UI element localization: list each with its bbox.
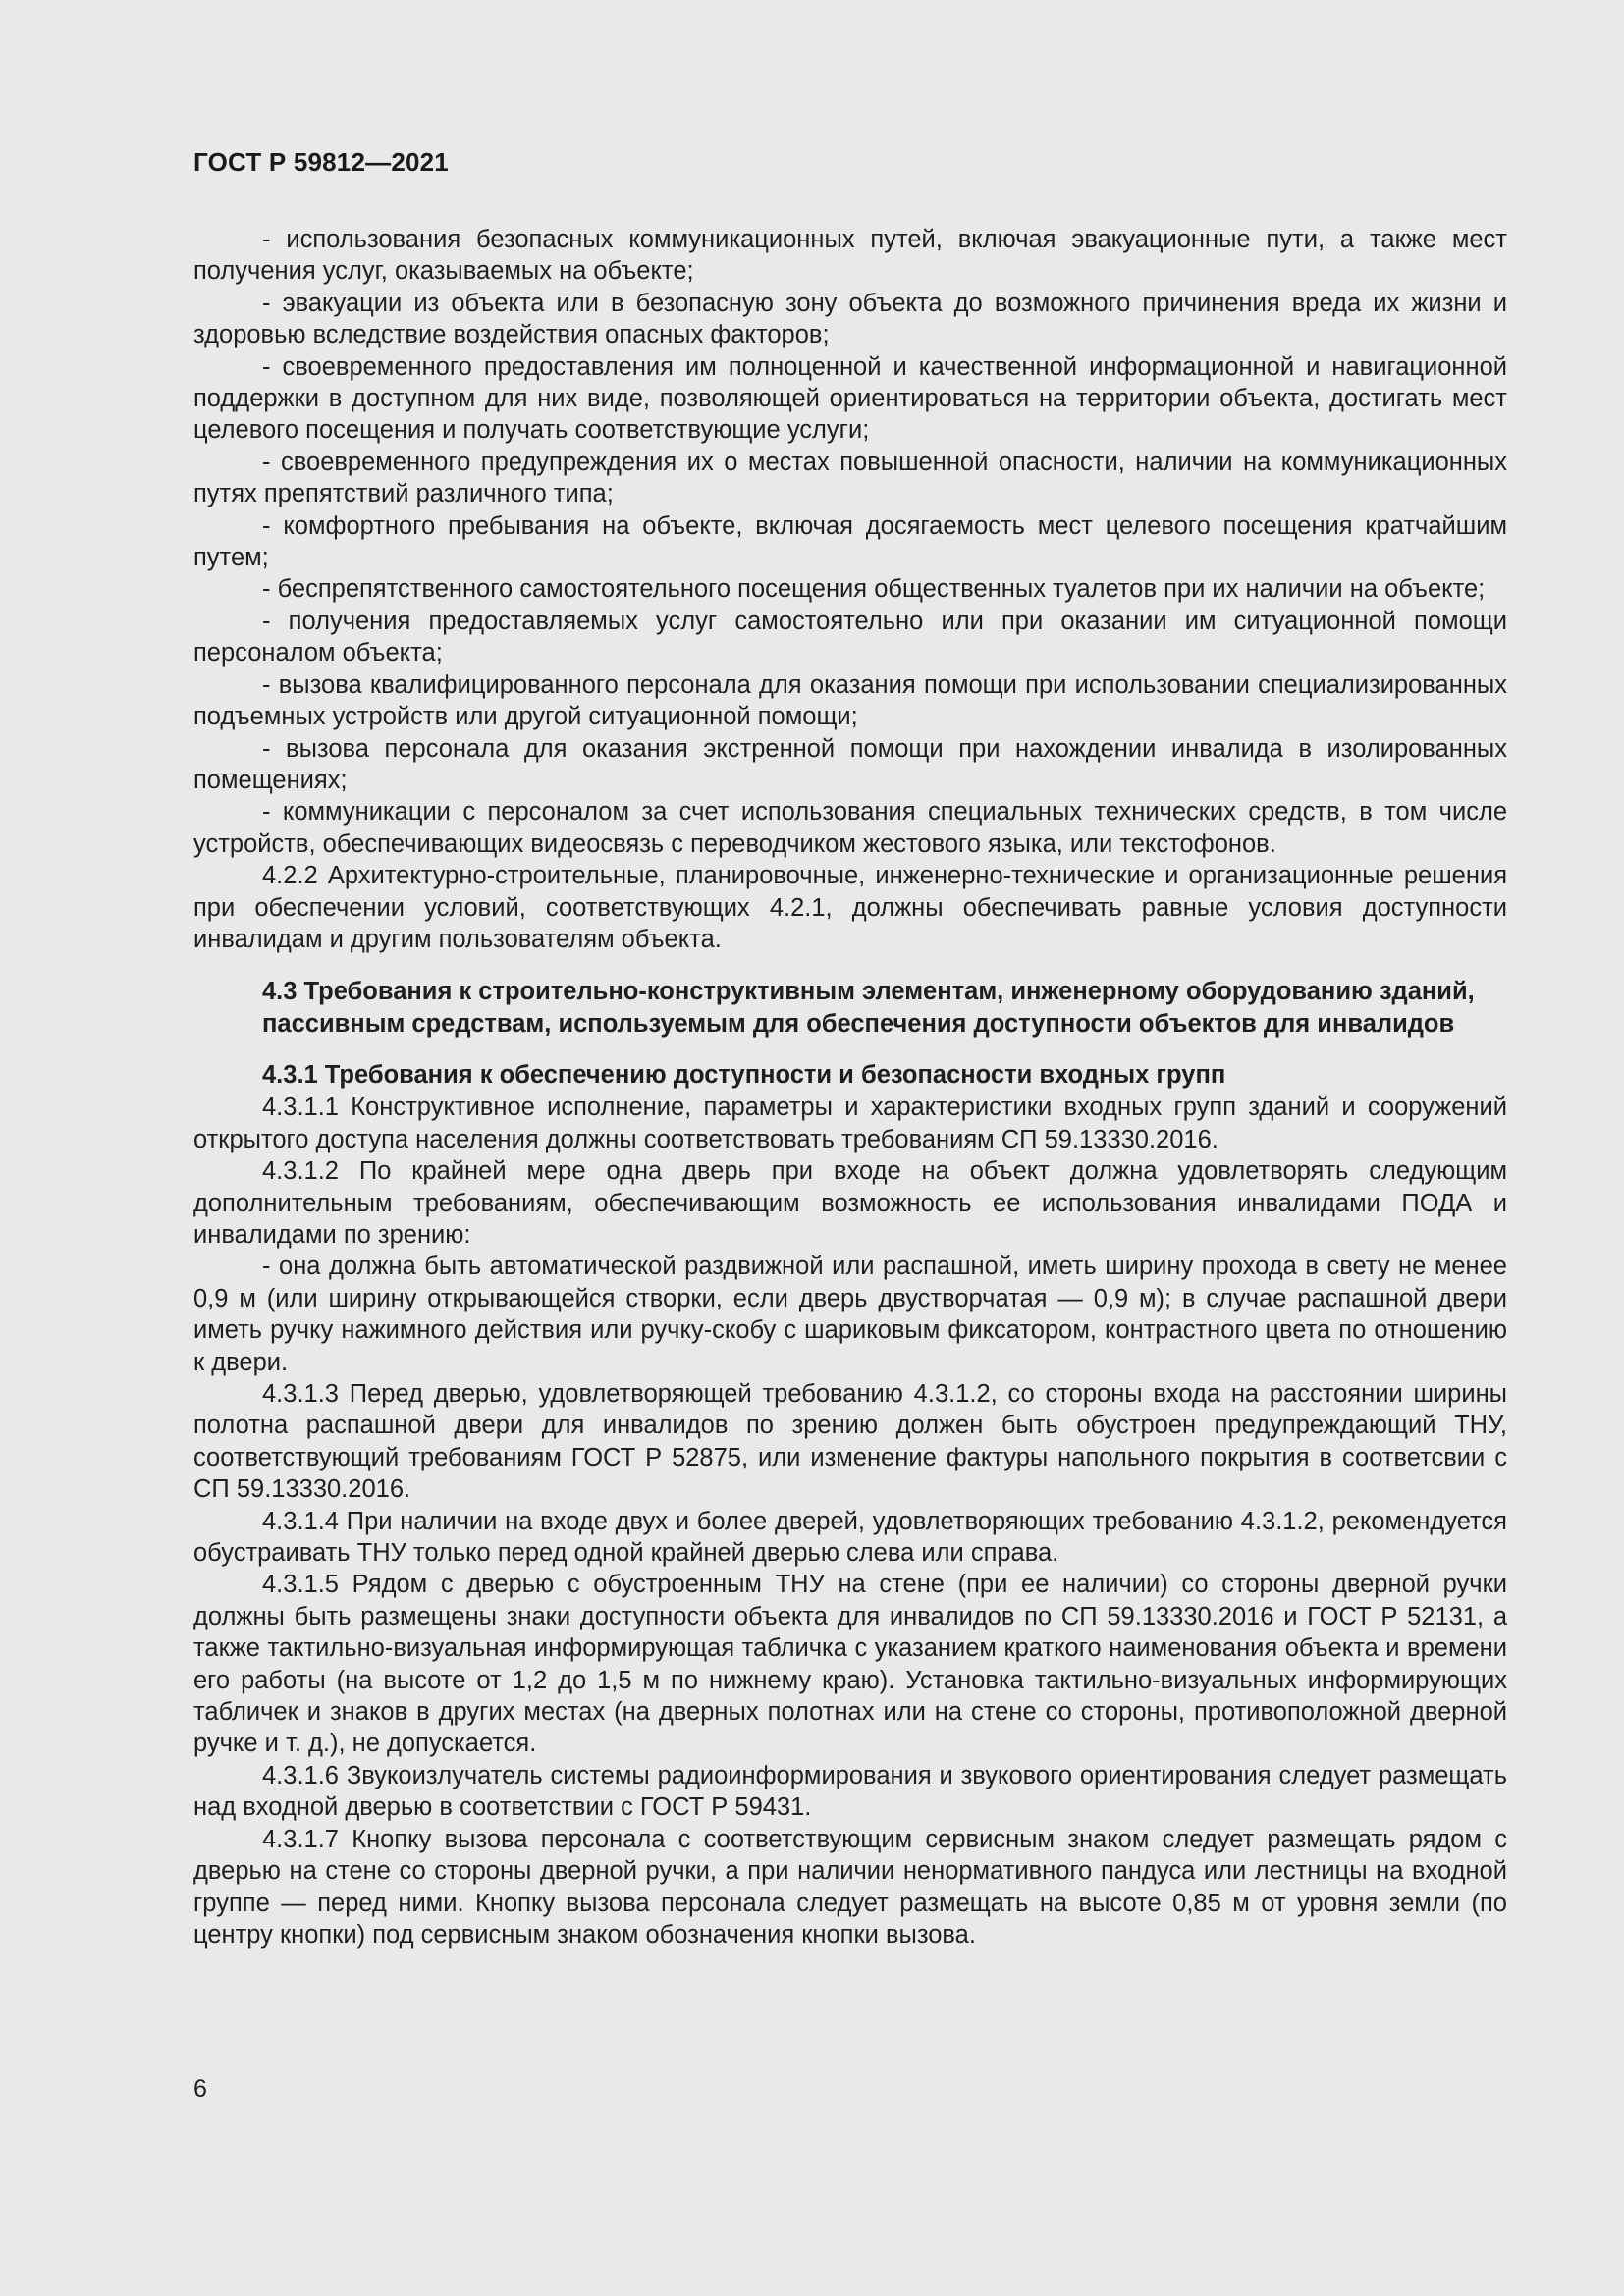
clause-4-2-2: 4.2.2 Архитектурно-строительные, планировочные, инженерно-технические и организационные решения при обеспечении условий, соответствующих 4.2.1, должны обеспечивать равные условия доступности инвалидам и другим пользователям объекта. [193,862,1507,953]
document-header: ГОСТ Р 59812—2021 [193,147,449,177]
list-item-info-support: - своевременного предоставления им полноценной и качественной информационной и навигационной поддержки в доступном для них виде, позволяющей ориентироваться на территории объекта, достигать мест целевого посещения и получать соответствующие услуги; [193,352,1507,445]
section-heading-4-3: 4.3 Требования к строительно-конструктивным элементам, инженерному оборудованию зданий, пассивным средствам, используемым для обеспечения доступности объектов для инвалидов [262,978,1475,1039]
clause-4-3-1-2: 4.3.1.2 По крайней мере одна дверь при входе на объект должна удовлетворять следующим дополнительным требованиям, обеспечивающим возможность ее использования инвалидами ПОДА и инвалидами по зрению: [193,1157,1507,1249]
clause-4-3-1-5: 4.3.1.5 Рядом с дверью с обустроенным ТНУ на стене (при ее наличии) со стороны дверной ручки должны быть размещены знаки доступности объекта для инвалидов по СП 59.13330.2016 и ГОСТ Р 52131, а также тактильно-визуальная информирующая табличка с указанием краткого наименования объекта и времени его работы (на высоте от 1,2 до 1,5 м по нижнему краю). Установка тактильно-визуальных информирующих табличек и знаков в других местах (на дверных полотнах или на стене со стороны, противоположной дверной ручке и т. д.), не допускается. [193,1571,1507,1758]
page-number: 6 [193,2075,207,2103]
list-item-emergency-help: - вызова персонала для оказания экстренной помощи при нахождении инвалида в изолированных помещениях; [193,734,1507,794]
list-item-services: - получения предоставляемых услуг самостоятельно или при оказании им ситуационной помощи персоналом объекта; [193,607,1507,667]
clause-4-3-1-6: 4.3.1.6 Звукоизлучатель системы радиоинформирования и звукового ориентирования следует размещать над входной дверью в соответствии с ГОСТ Р 59431. [193,1761,1507,1822]
list-item-qualified-staff: - вызова квалифицированного персонала для оказания помощи при использовании специализированных подъемных устройств или другой ситуационной помощи; [193,670,1507,731]
clause-4-3-1-4: 4.3.1.4 При наличии на входе двух и более дверей, удовлетворяющих требованию 4.3.1.2, рекомендуется обустраивать ТНУ только перед одной крайней дверью слева или справа. [193,1507,1507,1568]
list-item-door-requirements: - она должна быть автоматической раздвижной или распашной, иметь ширину прохода в свету не менее 0,9 м (или ширину открывающейся створки, если дверь двустворчатая — 0,9 м); в случае распашной двери иметь ручку нажимного действия или ручку-скобу с шариковым фиксатором, контрастного цвета по отношению к двери. [193,1253,1507,1376]
clause-4-3-1-3: 4.3.1.3 Перед дверью, удовлетворяющей требованию 4.3.1.2, со стороны входа на расстоянии ширины полотна распашной двери для инвалидов по зрению должен быть обустроен предупреждающий ТНУ, соответствующий требованиям ГОСТ Р 52875, или изменение фактуры напольного покрытия в соответсвии с СП 59.13330.2016. [193,1380,1507,1504]
list-item-communication-paths: - использования безопасных коммуникационных путей, включая эвакуационные пути, а также мест получения услуг, оказываемых на объекте; [193,226,1507,286]
list-item-danger-warning: - своевременного предупреждения их о местах повышенной опасности, наличии на коммуникационных путях препятствий различного типа; [193,448,1507,508]
clause-4-3-1-1: 4.3.1.1 Конструктивное исполнение, параметры и характеристики входных групп зданий и сооружений открытого доступа населения должны соответствовать требованиям СП 59.13330.2016. [193,1094,1507,1153]
section-heading-4-3-1: 4.3.1 Требования к обеспечению доступности и безопасности входных групп [262,1061,1226,1090]
document-body [193,224,1507,1950]
list-item-evacuation: - эвакуации из объекта или в безопасную зону объекта до возможного причинения вреда их жизни и здоровью вследствие воздействия опасных факторов; [193,289,1507,349]
clause-4-3-1-7: 4.3.1.7 Кнопку вызова персонала с соответствующим сервисным знаком следует размещать рядом с дверью на стене со стороны дверной ручки, а при наличии ненормативного пандуса или лестницы на входной группе — перед ними. Кнопку вызова персонала следует размещать на высоте 0,85 м от уровня земли (по центру кнопки) под сервисным знаком обозначения кнопки вызова. [193,1825,1507,1949]
list-item-communication-means: - коммуникации с персоналом за счет использования специальных технических средств, в том числе устройств, обеспечивающих видеосвязь с переводчиком жестового языка, или текстофонов. [193,798,1507,858]
list-item-comfortable-stay: - комфортного пребывания на объекте, включая досягаемость мест целевого посещения кратчайшим путем; [193,511,1507,572]
list-item-toilets: - беспрепятственного самостоятельного посещения общественных туалетов при их наличии на объекте; [262,575,1486,604]
